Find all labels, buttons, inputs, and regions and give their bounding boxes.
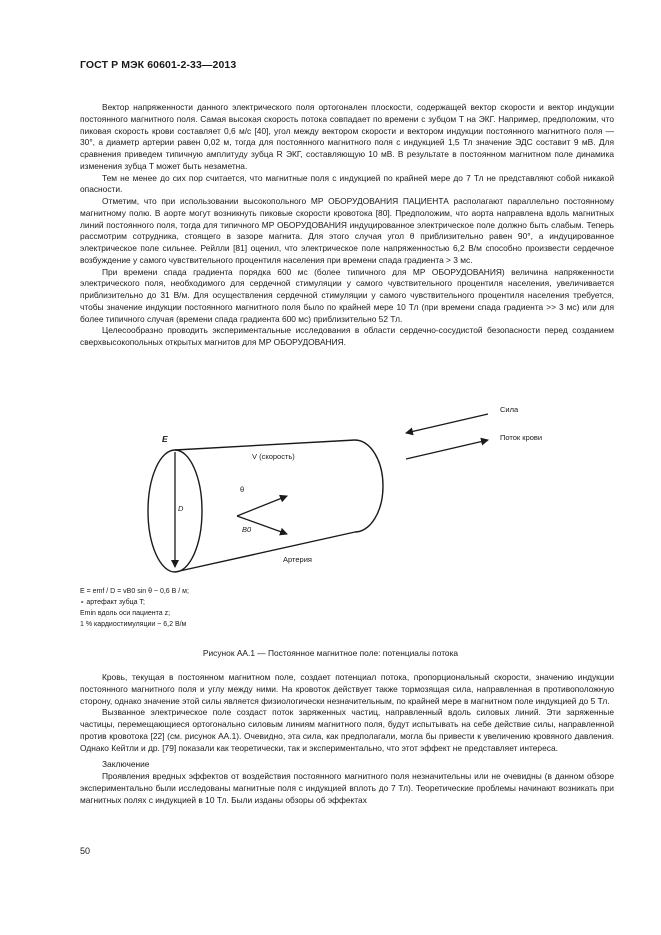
velocity-arrow (237, 496, 287, 516)
figure-caption: Рисунок АА.1 — Постоянное магнитное поле: потенциалы потока (202, 648, 459, 658)
body-text-bottom (80, 672, 614, 806)
label-artery: Артерия (283, 555, 312, 564)
paragraph: Вызванное электрическое поле создаст поток заряженных частиц, направленный вдоль силовых линий. Эти заряженные частицы, перемещающиеся ортогонально силовым линиям магнитного поля, будут испытывать на себе действие силы, направленной против кровотока [22] (см. рисунок АА.1). Очевидно, эта сила, как предполагали, могла бы привести к увеличению кровяного давления. Однако Кейтли и др. [79] показали как теоретически, так и экспериментально, что этот эффект не представляет интереса. (80, 707, 614, 753)
formula-line: Emin вдоль оси пациента z; (80, 610, 171, 617)
paragraph: Тем не менее до сих пор считается, что магнитные поля с индукцией по крайней мере до 7 Тл не представляют собой никакой опасности. (80, 172, 614, 195)
label-theta: θ (240, 485, 245, 494)
paragraph: Отметим, что при использовании высокопольного МР ОБОРУДОВАНИЯ ПАЦИЕНТА располагают параллельно постоянному магнитному полю. В аорте могут возникнуть пиковые скорости кровотока [80]. Предположим, что аорта направлена вдоль магнитных линий постоянного поля, тогда для типичного МР ОБОРУДОВАНИЯ индуцированное электрическое поле должно быть слабым. Теперь рассмотрим сотрудника, стоящего в зазоре магнита. Для этого случая угол θ приблизительно равен 90°, а индуцированное электрическое поле сильнее. Рейлли [81] оценил, что электрическое поле напряженностью 6,2 В/м способно произвести сердечное возбуждение у самого чувствительного процентиля населения при времени спада градиента > 3 мс. (80, 196, 614, 265)
paragraph: При времени спада градиента порядка 600 мс (более типичного для МР ОБОРУДОВАНИЯ) величина напряженности электрического поля, необходимого для сердечной стимуляции у самого чувствительного процентиля населения, увеличивается приблизительно до 31 В/м. Для осуществления сердечной стимуляции у самого чувствительного процентиля населения требуется, чтобы значение индукции постоянного магнитного поля было по крайней мере 10 Тл (при времени спада градиента >> 3 мс) или для более типичного случая (времени спада градиента 600 мс) приблизительно 52 Тл. (80, 266, 614, 324)
flow-arrow (406, 440, 488, 459)
paragraph: Целесообразно проводить экспериментальные исследования в области сердечно-сосудистой безопасности перед созданием сверхвысокопольных открытых магнитов для МР ОБОРУДОВАНИЯ. (80, 325, 614, 347)
paragraph: Вектор напряженности данного электрического поля ортогонален плоскости, содержащей вектор скорости и вектор индукции постоянного магнитного поля. Самая высокая скорость потока совпадает по времени с зубцом T на ЭКГ. Например, предположим, что пиковая скорость крови составляет 0,6 м/с [40], угол между вектором скорости и вектором индукции постоянного магнитного поля — 30°, а диаметр артерии равен 0,02 м, тогда для постоянного магнитного поля с индукцией 1,5 Тл значение ЭДС составит 9 мВ. Для сравнения приведем типичную амплитуду зубца R ЭКГ, составляющую 10 мВ. В результате в постоянном магнитном поле динамика изменения зубца T может быть незаметна. (80, 102, 614, 171)
label-b0: B0 (242, 525, 252, 534)
page-number: 50 (80, 846, 91, 856)
label-force: Сила (500, 405, 519, 414)
label-E: E (162, 434, 168, 444)
force-arrow (406, 414, 488, 433)
formula-line: 1 % кардиостимуляции ~ 6,2 В/м (80, 621, 187, 628)
formula-line: ∘ артефакт зубца T; (80, 599, 145, 606)
paragraph: Проявления вредных эффектов от воздействия постоянного магнитного поля незначительны или не очевидны (в данном обзоре экспериментально были исследованы магнитные поля с индукцией вплоть до 7 Тл). Теоретические проблемы начинают возникать при магнитных полях с индукцией в 10 Тл. Были изданы обзоры об эффектах (80, 771, 614, 805)
document-header: ГОСТ Р МЭК 60601-2-33—2013 (80, 59, 237, 71)
formula-block (80, 586, 189, 630)
label-blood-flow: Поток крови (500, 433, 543, 442)
body-text-top (80, 102, 614, 349)
section-heading: Заключение (102, 759, 150, 770)
label-velocity: V (скорость) (252, 452, 295, 461)
paragraph: Кровь, текущая в постоянном магнитном поле, создает потенциал потока, пропорциональный скорости, значению индукции постоянного магнитного поля и углу между ними. На кровоток действует также тормозящая сила, направленная в противоположную сторону, однако значение этой силы является физиологически незначительным, по крайней мере в магнитном поле индукцией до 5 Тл. (80, 672, 614, 706)
formula-line: E = emf / D = vB0 sin θ ~ 0,6 В / м; (80, 588, 189, 595)
label-diameter: D (178, 504, 184, 513)
